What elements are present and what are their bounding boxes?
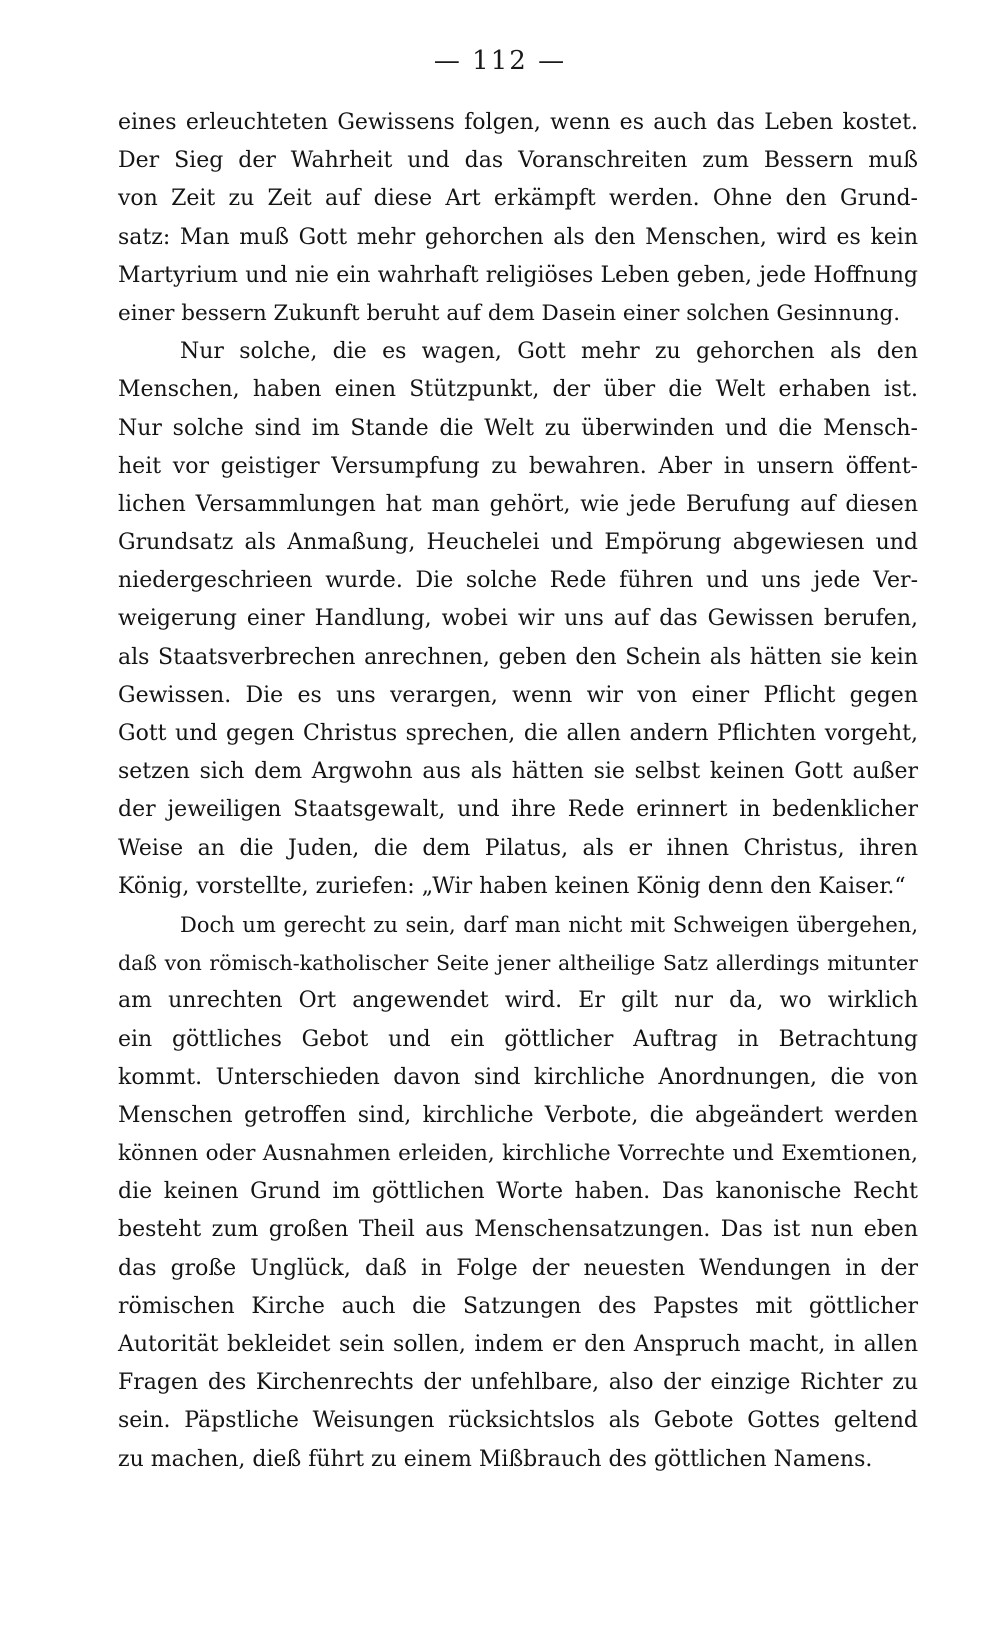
text-line: sein. Päpstliche Weisungen rücksichtslos als Gebote Gottes geltend xyxy=(118,1408,918,1434)
text-line: Der Sieg der Wahrheit und das Voranschreiten zum Bessern muß xyxy=(118,148,918,174)
text-line: als Staatsverbrechen anrechnen, geben den Schein als hätten sie kein xyxy=(118,644,918,670)
text-line: Gewissen. Die es uns verargen, wenn wir von einer Pflicht gegen xyxy=(118,682,918,708)
text-line: Menschen getroffen sind, kirchliche Verbote, die abgeändert werden xyxy=(118,1102,918,1128)
page-number: — 112 — xyxy=(433,46,567,76)
body-text xyxy=(118,104,918,1479)
text-line: ein göttliches Gebot und ein göttlicher Auftrag in Betrachtung xyxy=(118,1026,918,1052)
text-line: Grundsatz als Anmaßung, Heuchelei und Empörung abgewiesen und xyxy=(118,530,918,556)
text-line: lichen Versammlungen hat man gehört, wie jede Berufung auf diesen xyxy=(118,491,918,517)
text-line: Nur solche sind im Stande die Welt zu überwinden und die Mensch- xyxy=(118,415,918,441)
text-line: die keinen Grund im göttlichen Worte haben. Das kanonische Recht xyxy=(118,1179,918,1205)
text-line: setzen sich dem Argwohn aus als hätten sie selbst keinen Gott außer xyxy=(118,759,918,785)
text-line: Doch um gerecht zu sein, darf man nicht mit Schweigen übergehen, xyxy=(180,912,918,937)
text-line: eines erleuchteten Gewissens folgen, wenn es auch das Leben kostet. xyxy=(118,110,918,135)
text-line: Gott und gegen Christus sprechen, die allen andern Pflichten vorgeht, xyxy=(118,721,918,746)
text-line: Martyrium und nie ein wahrhaft religiöses Leben geben, jede Hoffnung xyxy=(118,262,918,288)
text-line: von Zeit zu Zeit auf diese Art erkämpft werden. Ohne den Grund- xyxy=(118,186,918,212)
text-line: Nur solche, die es wagen, Gott mehr zu gehorchen als den xyxy=(180,339,918,365)
text-line: weigerung einer Handlung, wobei wir uns auf das Gewissen berufen, xyxy=(118,606,918,632)
text-line: römischen Kirche auch die Satzungen des Papstes mit göttlicher xyxy=(118,1293,918,1319)
text-line: König, vorstellte, zuriefen: „Wir haben keinen König denn den Kaiser.“ xyxy=(118,873,906,899)
text-line: können oder Ausnahmen erleiden, kirchliche Vorrechte und Exemtionen, xyxy=(118,1141,918,1167)
text-line: Weise an die Juden, die dem Pilatus, als er ihnen Christus, ihren xyxy=(118,835,918,861)
text-line: kommt. Unterschieden davon sind kirchliche Anordnungen, die von xyxy=(118,1064,918,1090)
text-line: Menschen, haben einen Stützpunkt, der über die Welt erhaben ist. xyxy=(118,377,918,403)
text-line: satz: Man muß Gott mehr gehorchen als den Menschen, wird es kein xyxy=(118,224,918,250)
text-line: heit vor geistiger Versumpfung zu bewahren. Aber in unsern öffent- xyxy=(118,453,918,479)
text-line: Autorität bekleidet sein sollen, indem er den Anspruch macht, in allen xyxy=(118,1332,918,1357)
text-line: daß von römisch-katholischer Seite jener altheilige Satz allerdings mitunter xyxy=(118,951,918,976)
text-line: der jeweiligen Staatsgewalt, und ihre Rede erinnert in bedenklicher xyxy=(118,797,918,823)
text-line: am unrechten Ort angewendet wird. Er gilt nur da, wo wirklich xyxy=(118,988,918,1014)
text-line: einer bessern Zukunft beruht auf dem Dasein einer solchen Gesinnung. xyxy=(118,300,901,326)
text-line: besteht zum großen Theil aus Menschensatzungen. Das ist nun eben xyxy=(118,1217,918,1243)
text-line: Fragen des Kirchenrechts der unfehlbare, also der einzige Richter zu xyxy=(118,1370,918,1396)
text-line: niedergeschrieen wurde. Die solche Rede führen und uns jede Ver- xyxy=(118,568,918,594)
text-line: zu machen, dieß führt zu einem Mißbrauch des göttlichen Namens. xyxy=(118,1446,873,1472)
text-line: das große Unglück, daß in Folge der neuesten Wendungen in der xyxy=(118,1255,918,1281)
